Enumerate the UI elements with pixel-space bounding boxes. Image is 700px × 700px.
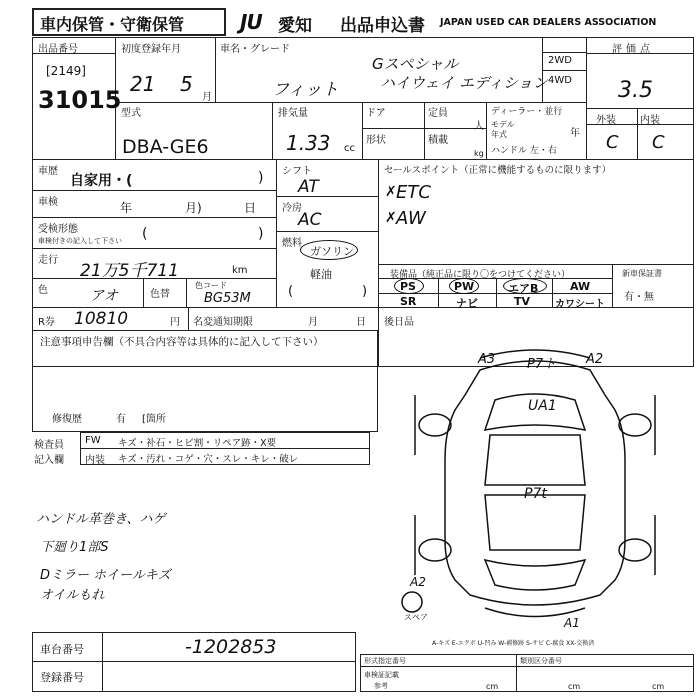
airbag-circle — [503, 278, 547, 294]
inspector-ext-label: FW — [85, 435, 101, 446]
displacement-unit: cc — [344, 143, 355, 154]
divider — [32, 53, 115, 54]
divider — [586, 124, 694, 125]
divider — [276, 159, 277, 307]
dealer-label: ディーラー・並行 — [491, 107, 563, 117]
recycle-unit: 円 — [170, 317, 180, 328]
receiving-note: 車検付きの記入して下さい — [38, 237, 122, 245]
shift-value: AT — [298, 177, 319, 197]
divider — [542, 70, 586, 71]
divider — [552, 278, 553, 307]
divider — [586, 53, 694, 54]
divider — [272, 102, 273, 159]
divider — [32, 217, 276, 218]
equip-ps: PS — [400, 280, 416, 293]
fuel-gasoline: ガソリン — [310, 245, 354, 258]
ac-value: AC — [298, 210, 322, 230]
inspection-month: 月) — [185, 201, 202, 215]
inspection-day: 日 — [244, 201, 257, 215]
equip-seat: カワシート — [555, 299, 605, 310]
divider — [360, 666, 694, 667]
divider — [424, 102, 425, 159]
fuel-paren-close: ) — [362, 284, 368, 299]
owner-change-month: 月 — [308, 317, 318, 328]
divider — [496, 278, 497, 307]
divider — [276, 196, 378, 197]
load-label: 積載 — [428, 135, 448, 146]
displacement-value: 1.33 — [286, 131, 331, 155]
drive-4wd: 4WD — [548, 75, 572, 86]
history-close: ) — [258, 170, 264, 186]
check-mark-icon: ✗ — [385, 184, 397, 200]
ps-circle — [394, 278, 424, 294]
repair-location: [箇所 — [142, 414, 166, 425]
handwritten-note-4: オイルもれ — [40, 588, 105, 603]
interior-label: 内装 — [640, 115, 660, 126]
sales-point-2: AW — [396, 208, 426, 229]
receiving-close: ) — [258, 226, 264, 242]
damage-mark-ua1: UA1 — [528, 398, 557, 414]
divider — [486, 102, 487, 159]
ac-label: 冷房 — [282, 203, 302, 214]
sales-points-label: セールスポイント（正常に機能するものに限ります） — [384, 165, 612, 176]
divider — [32, 159, 694, 160]
divider — [215, 37, 216, 102]
handwritten-note-2: 下廻り1部S — [40, 540, 109, 555]
repair-label: 修復歴 — [52, 414, 82, 425]
equip-sr: SR — [400, 295, 417, 308]
storage-label: 車内保管・守衛保管 — [40, 15, 185, 34]
format-number-label: 形式指定番号 — [364, 657, 406, 665]
model-year-label-1: モデル — [491, 120, 515, 129]
owner-change-day: 日 — [356, 317, 366, 328]
cert-label: 車検証記載 — [364, 671, 399, 679]
recycle-label: R券 — [38, 317, 55, 328]
region-label: 愛知 — [278, 16, 312, 36]
divider — [542, 52, 586, 53]
association-name: JAPAN USED CAR DEALERS ASSOCIATION — [440, 17, 657, 28]
divider — [438, 278, 439, 307]
handle-label: ハンドル 左・右 — [491, 146, 557, 156]
divider — [188, 307, 189, 330]
evaluation-label: 評価点 — [612, 44, 654, 55]
capacity-unit: 人 — [474, 121, 484, 132]
damage-mark-pat: P7ト — [527, 357, 557, 372]
equip-pw: PW — [454, 280, 475, 293]
doors-label: ドア — [366, 108, 386, 119]
mileage-unit: km — [232, 265, 248, 276]
check-mark-icon: ✗ — [385, 210, 397, 226]
registration-label: 初度登録年月 — [121, 44, 181, 55]
warranty-label: 新車保証書 — [622, 269, 662, 278]
model-label: 型式 — [121, 108, 141, 119]
spare-label: スペア — [404, 613, 428, 622]
inspection-year: 年 — [120, 201, 133, 215]
fuel-diesel: 軽油 — [310, 268, 332, 281]
repair-value: 有 — [116, 414, 126, 425]
history-value: 自家用・( — [70, 173, 133, 189]
equip-navi: ナビ — [456, 297, 478, 310]
handwritten-note-1: ハンドル革巻き、ハゲ — [36, 512, 166, 527]
mileage-label: 走行 — [38, 255, 58, 266]
shift-label: シフト — [282, 166, 312, 177]
divider — [378, 307, 379, 367]
lot-number: 31015 — [38, 86, 122, 114]
unit-cm-3: cm — [652, 682, 665, 691]
divider — [186, 278, 187, 307]
sales-point-1: ETC — [396, 182, 431, 203]
receiving-label: 受検形態 — [38, 224, 78, 235]
car-grade-line2: ハイウェイ エディション — [380, 74, 548, 92]
divider — [586, 108, 694, 109]
lot-tag: [2149] — [46, 64, 86, 78]
divider — [362, 128, 486, 129]
inspector-label-1: 検査員 — [34, 440, 64, 451]
evaluation-score: 3.5 — [618, 78, 653, 103]
equipment-label: 装備品（純正品に限り〇をつけてください） — [390, 270, 571, 280]
chassis-number: -1202853 — [185, 636, 277, 658]
damage-mark-pt: P7t — [524, 486, 547, 502]
registration-number-label: 登録番号 — [40, 671, 84, 684]
divider — [637, 108, 638, 159]
drive-2wd: 2WD — [548, 55, 572, 66]
rear-seat-label: 後日品 — [384, 317, 414, 328]
inspector-ext-items: キズ・补石・ヒビ割・リペア跡・X要 — [118, 438, 277, 449]
divider — [276, 231, 378, 232]
unit-cm-2: cm — [568, 682, 581, 691]
divider — [32, 661, 356, 662]
reference-label: 参考 — [374, 682, 388, 690]
color-label: 色 — [38, 285, 48, 296]
exterior-grade: C — [606, 132, 619, 153]
warranty-options: 有・無 — [624, 292, 654, 303]
damage-mark-a2-bottom: A2 — [410, 575, 426, 589]
unit-cm-1: cm — [486, 682, 499, 691]
lot-label: 出品番号 — [38, 44, 78, 55]
ju-logo: JU — [240, 10, 262, 34]
divider — [516, 654, 517, 692]
car-name: フィット — [272, 80, 339, 100]
equip-airbag: エアB — [508, 282, 539, 295]
chassis-label: 車台番号 — [40, 643, 84, 656]
history-label: 車歴 — [38, 166, 58, 177]
category-number-label: 類別区分番号 — [520, 657, 562, 665]
registration-year: 21 — [130, 72, 156, 96]
fuel-label: 燃料 — [282, 238, 302, 249]
divider — [586, 37, 587, 159]
owner-change-label: 名変通知期限 — [193, 317, 253, 328]
color-value: アオ — [90, 288, 118, 304]
inspector-label-2: 記入欄 — [34, 455, 64, 466]
model-year-label-2: 年式 — [491, 130, 507, 139]
damage-mark-a3: A3 — [478, 352, 496, 367]
interior-grade: C — [652, 132, 665, 153]
displacement-label: 排気量 — [278, 108, 308, 119]
divider — [115, 102, 586, 103]
inspector-int-label: 内装 — [85, 455, 105, 466]
inspection-label: 車検 — [38, 197, 58, 208]
recycle-value: 10810 — [74, 309, 129, 329]
fuel-paren-open: ( — [288, 284, 294, 299]
divider — [612, 264, 613, 307]
notes-label: 注意事項申告欄（不具合内容等は具体的に記入して下さい） — [40, 336, 324, 348]
shape-label: 形状 — [366, 135, 386, 146]
equip-aw: AW — [570, 280, 591, 293]
damage-mark-a2-top: A2 — [586, 352, 604, 367]
damage-mark-a1: A1 — [564, 616, 580, 630]
registration-month-unit: 月 — [202, 92, 212, 103]
car-name-label: 車名・グレード — [220, 44, 290, 55]
divider — [102, 632, 103, 692]
color-change-label: 色替 — [150, 289, 170, 300]
exterior-label: 外装 — [596, 115, 616, 126]
model-value: DBA-GE6 — [122, 136, 209, 158]
divider — [32, 248, 276, 249]
pw-circle — [449, 278, 479, 294]
model-year-unit: 年 — [570, 128, 580, 139]
damage-legend: A-キズ E-エクボ U-凹み W-補修跡 S-サビ C-腐食 XX-交換済 — [432, 640, 595, 647]
divider — [362, 102, 363, 159]
divider — [143, 278, 144, 307]
receiving-open: ( — [142, 226, 148, 242]
divider — [378, 264, 694, 265]
divider — [378, 159, 379, 307]
handwritten-note-3: Dミラー ホイールキズ — [40, 568, 171, 583]
divider — [32, 190, 276, 191]
mileage-value: 21万5千711 — [80, 261, 179, 281]
registration-month: 5 — [180, 72, 193, 96]
inspector-int-items: キズ・汚れ・コゲ・穴・スレ・キレ・破レ — [118, 454, 299, 465]
color-code: BG53M — [204, 291, 251, 306]
load-unit: kg — [474, 149, 484, 158]
capacity-label: 定員 — [428, 108, 448, 119]
color-code-label: 色コード — [195, 281, 227, 290]
car-grade-line1: Gスペシャル — [372, 55, 459, 73]
equip-tv: TV — [514, 295, 531, 308]
form-title: 出品申込書 — [340, 16, 425, 36]
